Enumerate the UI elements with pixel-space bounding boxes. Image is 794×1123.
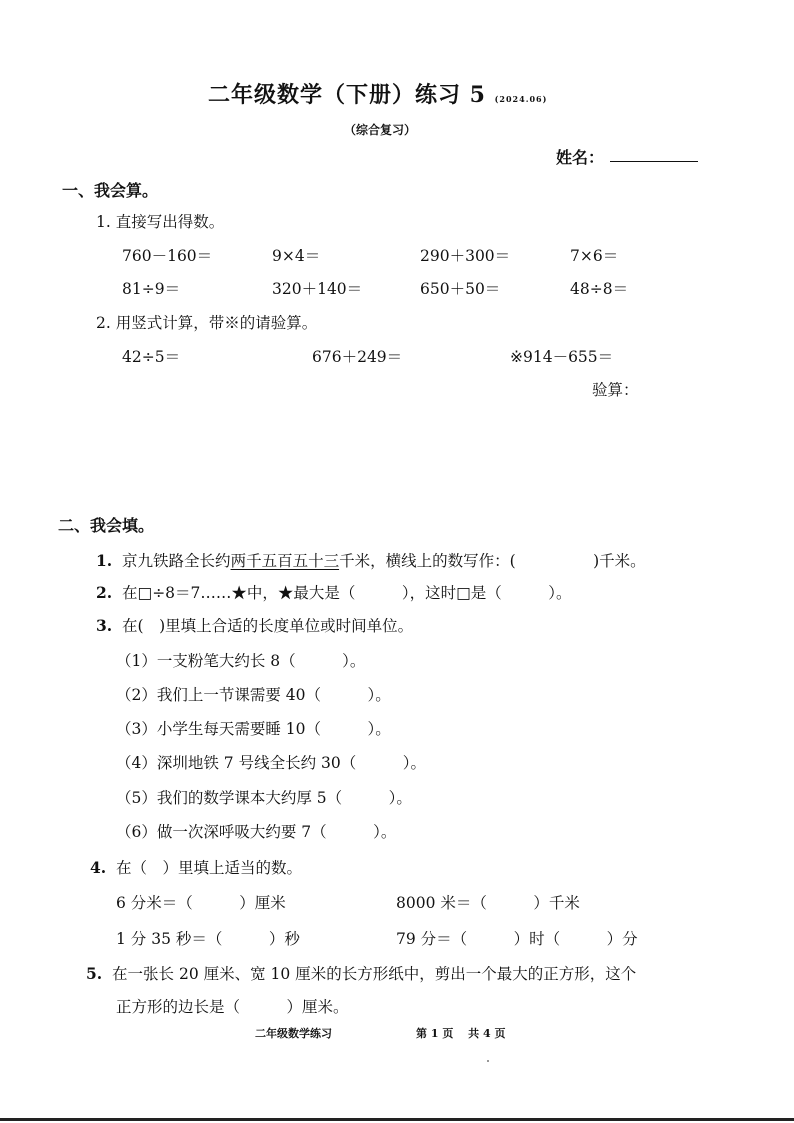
s1-q1-item: 7×6＝: [570, 247, 619, 265]
s1-q1-item: 650＋50＝: [420, 280, 501, 298]
s1-q2-item: ※914－655＝: [510, 348, 614, 366]
s2-q5-number: 5.: [86, 964, 103, 983]
s2-q4-item: 1 分 35 秒＝（ ）秒: [116, 930, 300, 948]
name-blank-line: [610, 160, 698, 162]
s2-q4-item: 8000 米＝（ ）千米: [396, 894, 580, 912]
page-title: [208, 78, 547, 109]
s1-q1-item: 320＋140＝: [272, 280, 363, 298]
s2-q2: [96, 581, 572, 603]
s2-q5: [86, 962, 636, 984]
s1-q1-item: 760－160＝: [122, 247, 213, 265]
s2-q4-item: 79 分＝（ ）时（ ）分: [396, 930, 638, 948]
s1-q2-label: 2. 用竖式计算，带※的请验算。: [96, 314, 318, 332]
section1-heading: 一、我会算。: [62, 181, 159, 200]
s2-q1-number: 1.: [96, 551, 113, 570]
title-date: (2024.06): [494, 94, 548, 104]
s1-q1-item: 48÷8＝: [570, 280, 629, 298]
s2-q3-item: （3）小学生每天需要睡 10（ ）。: [116, 720, 391, 738]
s1-q1-item: 290＋300＝: [420, 247, 511, 265]
s2-q3-item: （6）做一次深呼吸大约要 7（ ）。: [116, 823, 397, 841]
s2-q3: [96, 614, 413, 636]
title-text: 二年级数学（下册）练习 5: [208, 82, 486, 108]
footer-title: 二年级数学练习: [255, 1027, 332, 1040]
s1-q2-check-label: 验算：: [592, 381, 639, 399]
s2-q3-item: （4）深圳地铁 7 号线全长约 30（ ）。: [116, 754, 426, 772]
s2-q1-underlined: 两千五百五十三: [230, 552, 340, 570]
section2-heading: 二、我会填。: [58, 516, 155, 535]
s2-q5-line2: 正方形的边长是（ ）厘米。: [116, 998, 349, 1016]
s1-q1-label: 1. 直接写出得数。: [96, 213, 225, 231]
s2-q4: [90, 856, 302, 878]
s2-q2-text: 在□÷8＝7……★中，★最大是（ ），这时□是（ ）。: [122, 584, 572, 602]
s1-q1-item: 81÷9＝: [122, 280, 181, 298]
s2-q3-number: 3.: [96, 616, 113, 635]
s2-q5-line1: 在一张长 20 厘米、宽 10 厘米的长方形纸中，剪出一个最大的正方形，这个: [112, 965, 637, 983]
s2-q1-post: 千米，横线上的数写作：( )千米。: [339, 552, 646, 570]
name-label: 姓名：: [556, 148, 605, 167]
s2-q1-pre: 京九铁路全长约: [122, 552, 231, 570]
s2-q3-text: 在( )里填上合适的长度单位或时间单位。: [122, 617, 414, 635]
s2-q3-item: （1）一支粉笔大约长 8（ ）。: [116, 652, 366, 670]
s2-q3-item: （5）我们的数学课本大约厚 5（ ）。: [116, 789, 412, 807]
s1-q2-item: 676＋249＝: [312, 348, 403, 366]
s1-q1-item: 9×4＝: [272, 247, 321, 265]
footer-page-number: 第 1 页 共 4 页: [416, 1027, 506, 1040]
scan-speck: [487, 1060, 489, 1062]
s2-q4-item: 6 分米＝（ ）厘米: [116, 894, 286, 912]
s1-q2-item: 42÷5＝: [122, 348, 181, 366]
page-subtitle: （综合复习）: [344, 123, 417, 137]
bottom-edge-rule: [0, 1118, 794, 1121]
s2-q4-number: 4.: [90, 858, 107, 877]
s2-q1: [96, 549, 646, 571]
s2-q4-text: 在（ ）里填上适当的数。: [116, 859, 303, 877]
s2-q2-number: 2.: [96, 583, 113, 602]
s2-q3-item: （2）我们上一节课需要 40（ ）。: [116, 686, 391, 704]
